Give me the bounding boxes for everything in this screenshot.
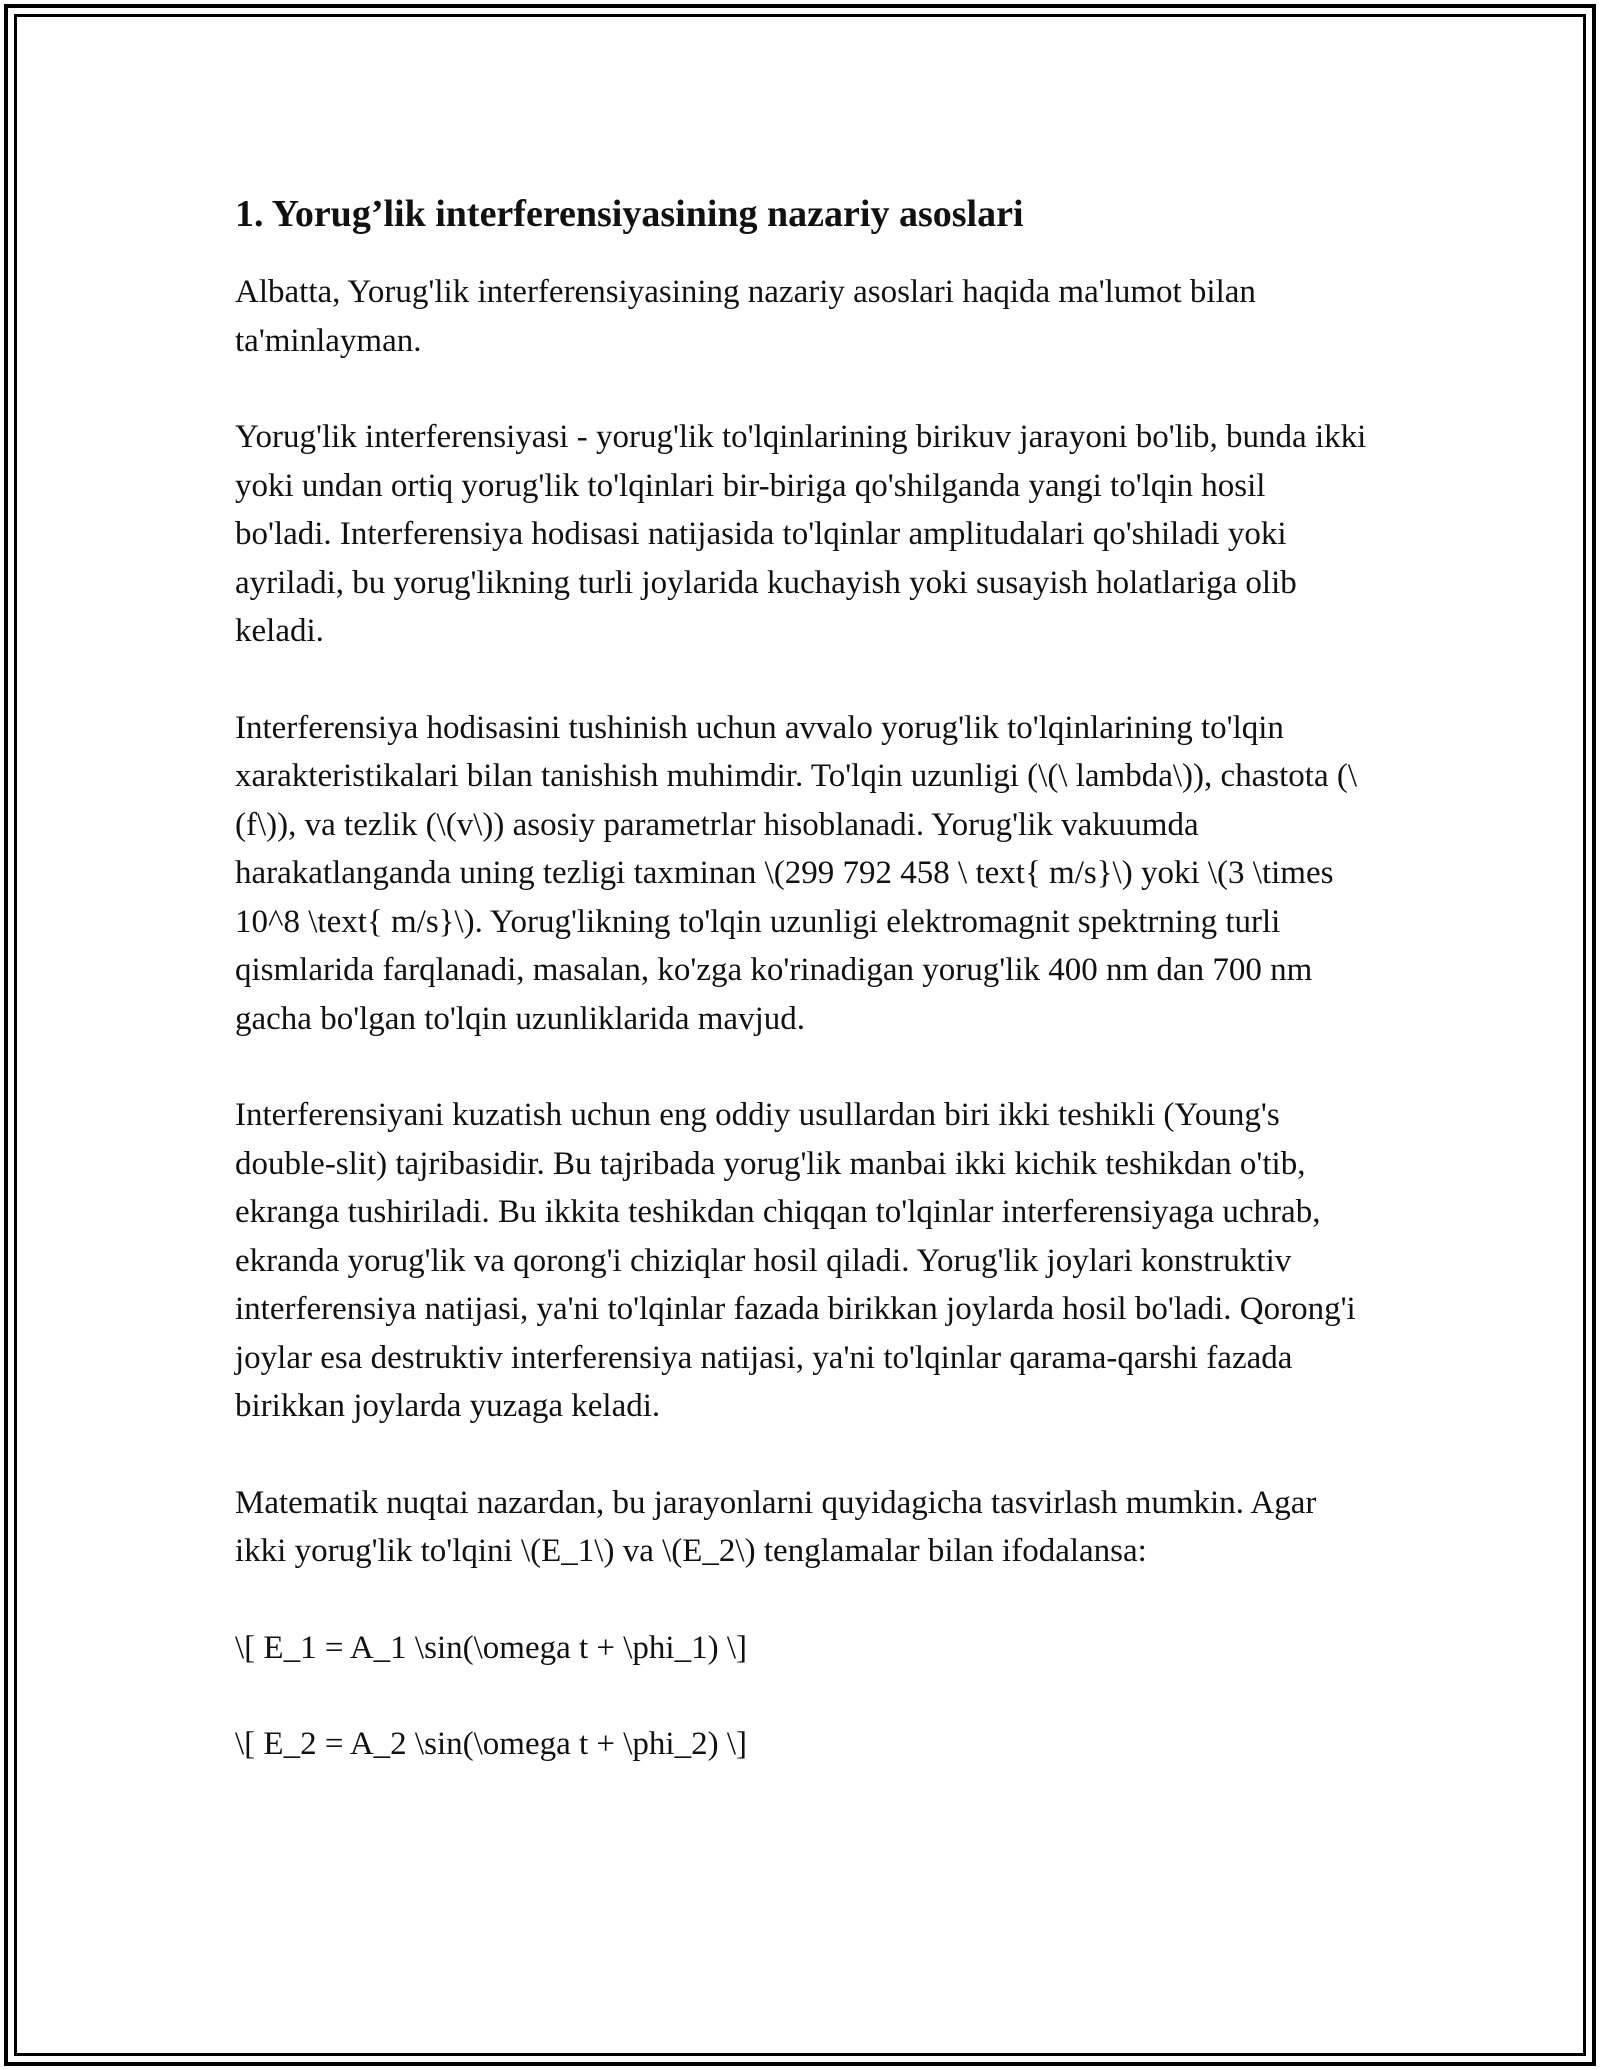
formula-e2: \[ E_2 = A_2 \sin(\omega t + \phi_2) \] — [235, 1726, 747, 1762]
paragraph-wave-parameters: Interferensiya hodisasini tushinish uchun avvalo yorug'lik to'lqinlarining to'lqin xarakteristikalari bilan tanishish muhimdir. To'lqin uzunligi (\(\ lambda\)), chastota (\(f\)), va tezlik (\(v\)) asosiy parametrlar hisoblanadi. Yorug'lik vakuumda harakatlanganda uning tezligi taxminan \(299 792 458 \ text{ m/s}\) yoki \(3 \times 10^8 \text{ m/s}\). Yorug'likning to'lqin uzunligi elektromagnit spektrning turli qismlarida farqlanadi, masalan, ko'zga ko'rinadigan yorug'lik 400 nm dan 700 nm gacha bo'lgan to'lqin uzunliklarida mavjud. — [235, 709, 1358, 1037]
document-body — [235, 186, 1370, 1817]
paragraph-intro: Albatta, Yorug'lik interferensiyasining nazariy asoslari haqida ma'lumot bilan ta'minlayman. — [235, 274, 1256, 359]
paragraph-double-slit: Interferensiyani kuzatish uchun eng oddiy usullardan biri ikki teshikli (Young's double-slit) tajribasidir. Bu tajribada yorug'lik manbai ikki kichik teshikdan o'tib, ekranga tushiriladi. Bu ikkita teshikdan chiqqan to'lqinlar interferensiyaga uchrab, ekranda yorug'lik va qorong'i chiziqlar hosil qiladi. Yorug'lik joylari konstruktiv interferensiya natijasi, ya'ni to'lqinlar fazada birikkan joylarda hosil bo'ladi. Qorong'i joylar esa destruktiv interferensiya natijasi, ya'ni to'lqinlar qarama-qarshi fazada birikkan joylarda yuzaga keladi. — [235, 1097, 1356, 1424]
section-heading: 1. Yorug’lik interferensiyasining nazariy asoslari — [235, 193, 1024, 235]
paragraph-math-intro: Matematik nuqtai nazardan, bu jarayonlarni quyidagicha tasvirlash mumkin. Agar ikki yorug'lik to'lqini \(E_1\) va \(E_2\) tenglamalar bilan ifodalansa: — [235, 1484, 1317, 1569]
paragraph-definition: Yorug'lik interferensiyasi - yorug'lik to'lqinlarining birikuv jarayoni bo'lib, bunda ikki yoki undan ortiq yorug'lik to'lqinlari bir-biriga qo'shilganda yangi to'lqin hosil bo'ladi. Interferensiya hodisasi natijasida to'lqinlar amplitudalari qo'shiladi yoki ayriladi, bu yorug'likning turli joylarida kuchayish yoki susayish holatlariga olib keladi. — [235, 419, 1367, 649]
formula-e1: \[ E_1 = A_1 \sin(\omega t + \phi_1) \] — [235, 1629, 747, 1666]
